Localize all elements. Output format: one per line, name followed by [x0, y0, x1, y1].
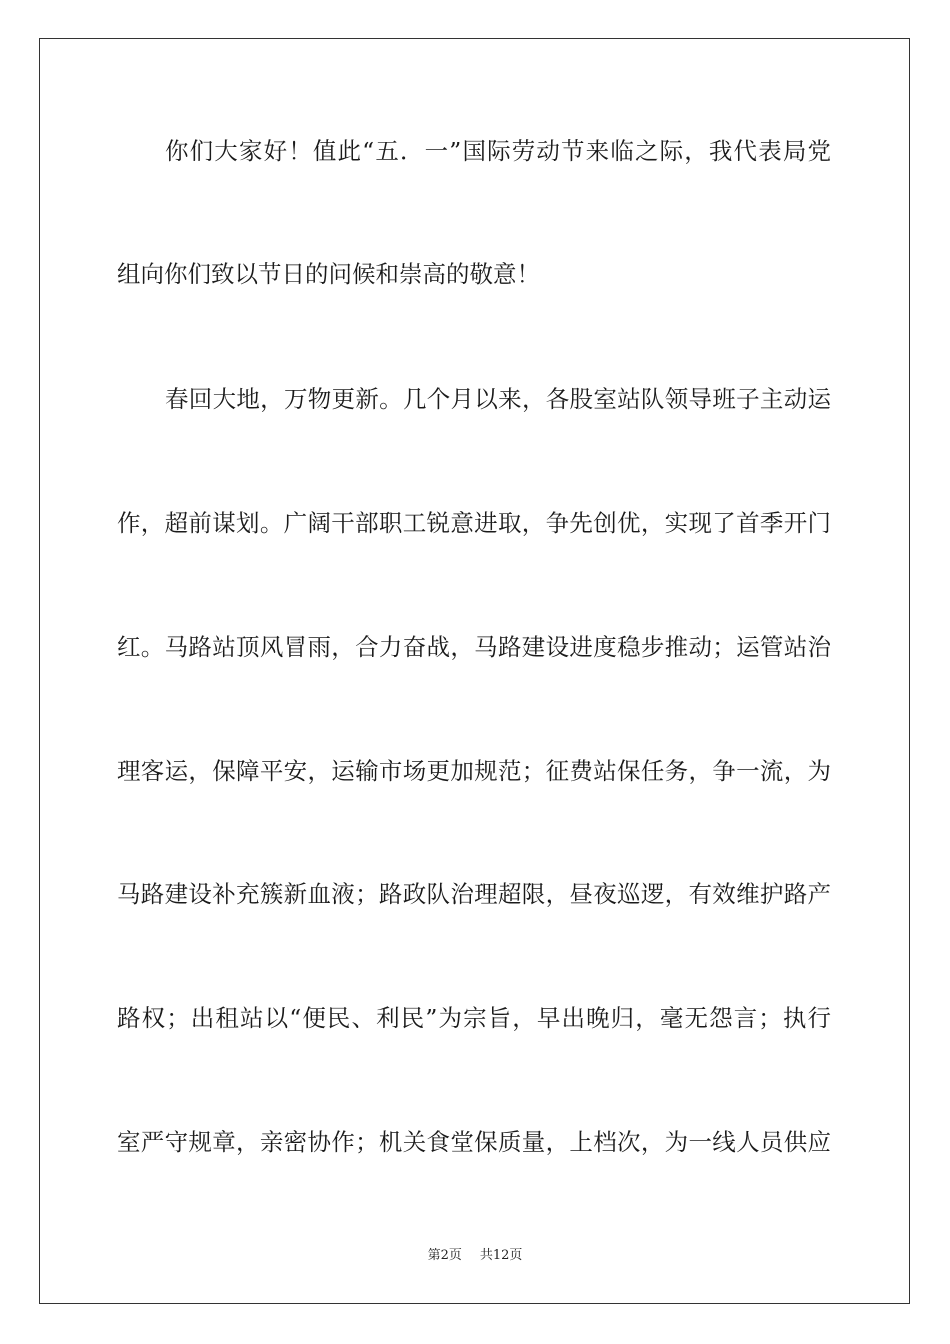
- text-line-7: 马路建设补充簇新血液；路政队治理超限，昼夜巡逻，有效维护路产: [117, 880, 831, 908]
- page-border: [39, 38, 910, 1304]
- text-line-5: 红。马路站顶风冒雨，合力奋战，马路建设进度稳步推动；运管站治: [117, 633, 831, 661]
- text-line-2: 组向你们致以节日的问候和崇高的敬意！: [117, 260, 540, 288]
- text-line-9: 室严守规章，亲密协作；机关食堂保质量，上档次，为一线人员供应: [117, 1128, 831, 1156]
- text-line-8: 路权；出租站以“便民、利民”为宗旨，早出晚归，毫无怨言；执行: [117, 1004, 831, 1032]
- text-line-4: 作，超前谋划。广阔干部职工锐意进取，争先创优，实现了首季开门: [117, 509, 831, 537]
- page-total: 共12页: [479, 1248, 523, 1263]
- text-line-6: 理客运，保障平安，运输市场更加规范；征费站保任务，争一流，为: [117, 757, 831, 785]
- page-footer: [0, 1248, 950, 1264]
- text-line-3: 春回大地，万物更新。几个月以来，各股室站队领导班子主动运: [165, 385, 831, 413]
- text-line-1: 你们大家好！值此“五．一”国际劳动节来临之际，我代表局党: [165, 137, 831, 165]
- page-number: 第2页: [427, 1248, 462, 1263]
